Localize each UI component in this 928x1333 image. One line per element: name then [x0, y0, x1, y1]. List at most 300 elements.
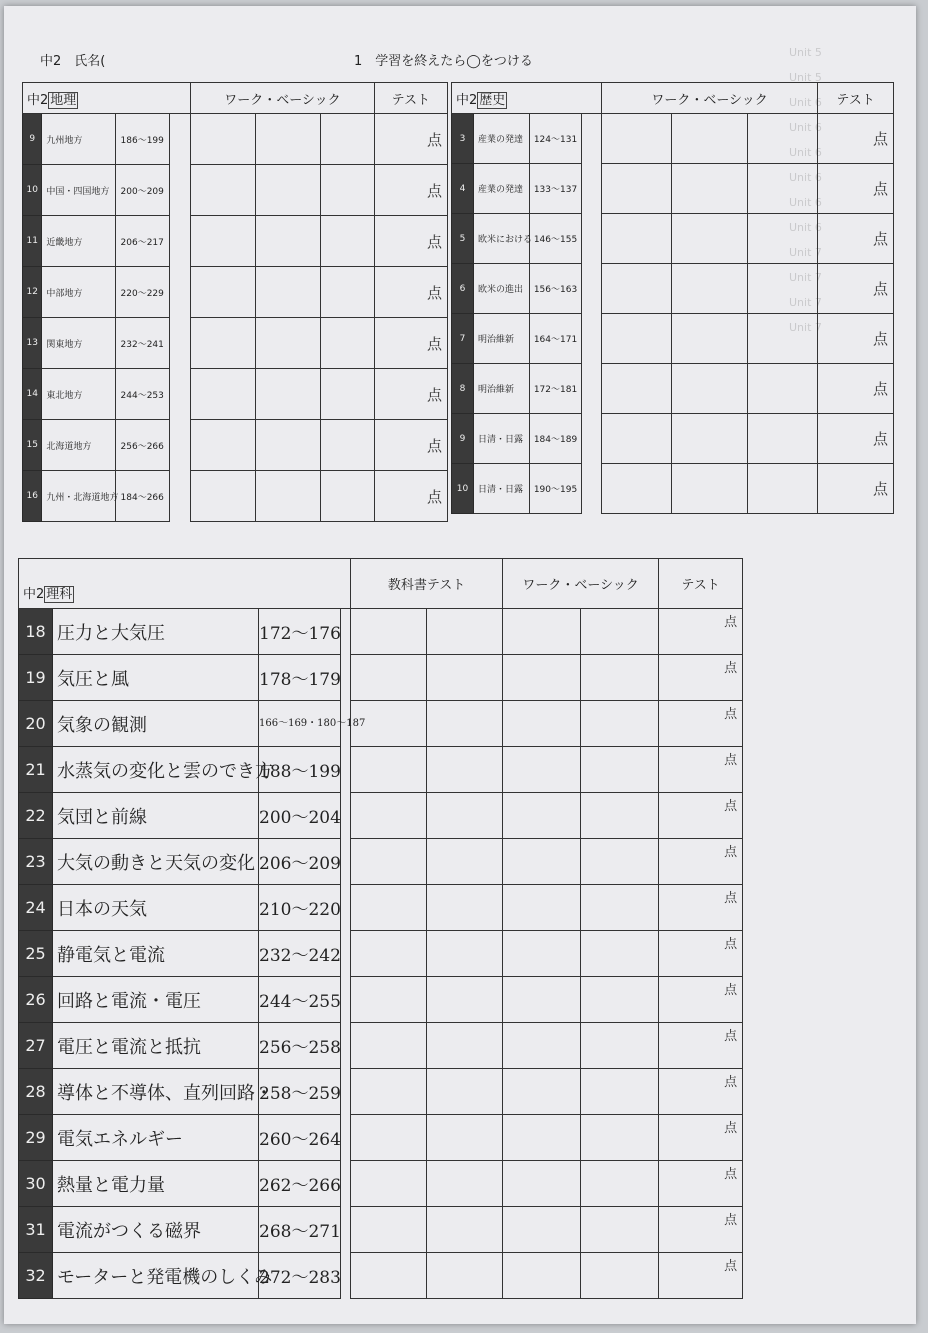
checkbox-cell[interactable]	[581, 609, 659, 655]
checkbox-cell[interactable]	[351, 609, 427, 655]
unit-number: 25	[19, 931, 53, 977]
gap-cell	[341, 1069, 351, 1115]
score-cell[interactable]: 点	[818, 464, 894, 514]
table-row	[23, 267, 448, 318]
table-row	[19, 839, 743, 885]
gap-cell	[341, 655, 351, 701]
page-range: 133～137	[530, 164, 582, 214]
page-range: 186～199	[115, 114, 169, 165]
checkbox-cell[interactable]	[503, 977, 581, 1023]
score-cell[interactable]: 点	[659, 747, 743, 793]
unit-name: 近畿地方	[42, 216, 115, 267]
unit-number: 28	[19, 1069, 53, 1115]
gap-cell	[341, 839, 351, 885]
checkbox-cell[interactable]	[581, 1253, 659, 1299]
gap-cell	[341, 1115, 351, 1161]
checkbox-cell[interactable]	[427, 885, 503, 931]
page-range: 178～179	[259, 655, 341, 701]
table-row	[452, 414, 894, 464]
table-row	[19, 793, 743, 839]
unit-name: 気圧と風	[53, 655, 259, 701]
table-row	[19, 885, 743, 931]
unit-number: 16	[23, 471, 42, 522]
work-basic-header: ワーク・ベーシック	[503, 559, 659, 609]
unit-name: 中部地方	[42, 267, 115, 318]
checkbox-cell[interactable]	[427, 931, 503, 977]
checkbox-cell[interactable]	[320, 114, 374, 165]
page-range: 232～242	[259, 931, 341, 977]
unit-name: 日清・日露	[474, 464, 530, 514]
gap-cell	[169, 165, 191, 216]
page-range: 272～283	[259, 1253, 341, 1299]
unit-name: モーターと発電機のしくみ	[53, 1253, 259, 1299]
checkbox-cell[interactable]	[255, 216, 320, 267]
score-cell[interactable]: 点	[818, 314, 894, 364]
table-row	[23, 420, 448, 471]
checkbox-cell[interactable]	[672, 214, 748, 264]
score-cell[interactable]: 点	[659, 1253, 743, 1299]
checkbox-cell[interactable]	[748, 214, 818, 264]
science-table	[18, 558, 743, 1299]
score-cell[interactable]: 点	[659, 977, 743, 1023]
checkbox-cell[interactable]	[351, 1161, 427, 1207]
unit-number: 22	[19, 793, 53, 839]
checkbox-cell[interactable]	[672, 314, 748, 364]
checkbox-cell[interactable]	[427, 1207, 503, 1253]
checkbox-cell[interactable]	[351, 747, 427, 793]
score-cell[interactable]: 点	[374, 420, 447, 471]
table-row	[452, 314, 894, 364]
score-cell[interactable]: 点	[659, 1023, 743, 1069]
checkbox-cell[interactable]	[255, 471, 320, 522]
checkbox-cell[interactable]	[748, 164, 818, 214]
checkbox-cell[interactable]	[602, 214, 672, 264]
checkbox-cell[interactable]	[748, 464, 818, 514]
gap-cell	[169, 267, 191, 318]
gap-cell	[169, 318, 191, 369]
page-range: 190～195	[530, 464, 582, 514]
table-row	[19, 701, 743, 747]
gap-cell	[341, 885, 351, 931]
page-range: 244～253	[115, 369, 169, 420]
checkbox-cell[interactable]	[351, 1069, 427, 1115]
checkbox-cell[interactable]	[255, 318, 320, 369]
checkbox-cell[interactable]	[503, 655, 581, 701]
checkbox-cell[interactable]	[503, 701, 581, 747]
unit-number: 4	[452, 164, 474, 214]
science-title	[19, 559, 351, 609]
gap-cell	[341, 1023, 351, 1069]
checkbox-cell[interactable]	[351, 1207, 427, 1253]
page-range: 262～266	[259, 1161, 341, 1207]
test-header: テスト	[818, 83, 894, 114]
score-cell[interactable]: 点	[659, 609, 743, 655]
unit-name: 日清・日露	[474, 414, 530, 464]
checkbox-cell[interactable]	[191, 318, 256, 369]
checkbox-cell[interactable]	[427, 747, 503, 793]
table-row	[19, 609, 743, 655]
table-row	[23, 165, 448, 216]
checkbox-cell[interactable]	[427, 655, 503, 701]
unit-name: 明治維新	[474, 314, 530, 364]
table-row	[452, 464, 894, 514]
history-title	[452, 83, 602, 114]
unit-number: 6	[452, 264, 474, 314]
checkbox-cell[interactable]	[581, 1115, 659, 1161]
unit-name: 明治維新	[474, 364, 530, 414]
page-range: 244～255	[259, 977, 341, 1023]
checkbox-cell[interactable]	[320, 318, 374, 369]
unit-name: 水蒸気の変化と雲のでき方	[53, 747, 259, 793]
unit-number: 31	[19, 1207, 53, 1253]
checkbox-cell[interactable]	[503, 1069, 581, 1115]
table-row	[23, 471, 448, 522]
page-range: 172～176	[259, 609, 341, 655]
checkbox-cell[interactable]	[255, 267, 320, 318]
checkbox-cell[interactable]	[427, 1161, 503, 1207]
checkbox-cell[interactable]	[602, 264, 672, 314]
checkbox-cell[interactable]	[748, 414, 818, 464]
checkbox-cell[interactable]	[503, 1161, 581, 1207]
score-cell[interactable]: 点	[659, 1207, 743, 1253]
score-cell[interactable]: 点	[374, 114, 447, 165]
checkbox-cell[interactable]	[503, 747, 581, 793]
gap-cell	[341, 793, 351, 839]
score-cell[interactable]: 点	[818, 114, 894, 164]
subject-label: 理科	[46, 587, 73, 602]
table-row	[19, 1253, 743, 1299]
score-cell[interactable]: 点	[818, 264, 894, 314]
unit-name: 欧米における	[474, 214, 530, 264]
gap-cell	[582, 164, 602, 214]
unit-number: 30	[19, 1161, 53, 1207]
name-label: 中2 氏名(	[40, 54, 106, 69]
unit-number: 5	[452, 214, 474, 264]
checkbox-cell[interactable]	[581, 931, 659, 977]
checkbox-cell[interactable]	[191, 267, 256, 318]
subject-label: 地理	[50, 92, 77, 108]
unit-number: 10	[23, 165, 42, 216]
gap-cell	[341, 1207, 351, 1253]
unit-name: 関東地方	[42, 318, 115, 369]
checkbox-cell[interactable]	[581, 1207, 659, 1253]
checkbox-cell[interactable]	[602, 414, 672, 464]
checkbox-cell[interactable]	[351, 793, 427, 839]
gap-cell	[341, 1161, 351, 1207]
geography-title	[23, 83, 191, 114]
checkbox-cell[interactable]	[503, 1023, 581, 1069]
unit-number: 10	[452, 464, 474, 514]
checkbox-cell[interactable]	[503, 931, 581, 977]
unit-number: 18	[19, 609, 53, 655]
score-cell[interactable]: 点	[659, 839, 743, 885]
gap-cell	[341, 1253, 351, 1299]
checkbox-cell[interactable]	[427, 793, 503, 839]
page-range: 232～241	[115, 318, 169, 369]
checkbox-cell[interactable]	[320, 267, 374, 318]
unit-number: 23	[19, 839, 53, 885]
unit-name: 電流がつくる磁界	[53, 1207, 259, 1253]
unit-name: 日本の天気	[53, 885, 259, 931]
unit-number: 13	[23, 318, 42, 369]
unit-name: 産業の発達	[474, 114, 530, 164]
checkbox-cell[interactable]	[427, 701, 503, 747]
checkbox-cell[interactable]	[581, 977, 659, 1023]
checkbox-cell[interactable]	[503, 1253, 581, 1299]
unit-name: 産業の発達	[474, 164, 530, 214]
checkbox-cell[interactable]	[602, 314, 672, 364]
checkbox-cell[interactable]	[602, 114, 672, 164]
unit-number: 3	[452, 114, 474, 164]
score-cell[interactable]: 点	[659, 701, 743, 747]
gap-cell	[582, 464, 602, 514]
checkbox-cell[interactable]	[191, 216, 256, 267]
unit-name: 静電気と電流	[53, 931, 259, 977]
score-cell[interactable]: 点	[818, 414, 894, 464]
checkbox-cell[interactable]	[602, 464, 672, 514]
checkbox-cell[interactable]	[672, 364, 748, 414]
unit-name: 欧米の進出	[474, 264, 530, 314]
unit-number: 11	[23, 216, 42, 267]
checkbox-cell[interactable]	[581, 839, 659, 885]
table-row	[19, 1069, 743, 1115]
checkbox-cell[interactable]	[581, 1161, 659, 1207]
checkbox-cell[interactable]	[427, 1115, 503, 1161]
unit-name: 気象の観測	[53, 701, 259, 747]
page-range: 256～266	[115, 420, 169, 471]
history-table	[451, 82, 894, 514]
unit-number: 15	[23, 420, 42, 471]
checkbox-cell[interactable]	[672, 264, 748, 314]
table-row	[19, 747, 743, 793]
unit-number: 32	[19, 1253, 53, 1299]
score-cell[interactable]: 点	[659, 931, 743, 977]
page-range: 156～163	[530, 264, 582, 314]
checkbox-cell[interactable]	[581, 655, 659, 701]
unit-name: 九州・北海道地方	[42, 471, 115, 522]
gap-cell	[582, 264, 602, 314]
unit-name: 導体と不導体、直列回路・	[53, 1069, 259, 1115]
table-row	[452, 214, 894, 264]
checkbox-cell[interactable]	[581, 1069, 659, 1115]
gap-cell	[341, 977, 351, 1023]
page-range: 206～209	[259, 839, 341, 885]
checkbox-cell[interactable]	[427, 839, 503, 885]
page-range: 172～181	[530, 364, 582, 414]
checkbox-cell[interactable]	[503, 839, 581, 885]
gap-cell	[169, 216, 191, 267]
score-cell[interactable]: 点	[818, 164, 894, 214]
checkbox-cell[interactable]	[602, 164, 672, 214]
checkbox-cell[interactable]	[191, 471, 256, 522]
checkbox-cell[interactable]	[748, 364, 818, 414]
work-basic-header: ワーク・ベーシック	[191, 83, 374, 114]
gap-cell	[341, 747, 351, 793]
checkbox-cell[interactable]	[427, 1069, 503, 1115]
score-cell[interactable]: 点	[374, 471, 447, 522]
unit-number: 7	[452, 314, 474, 364]
table-row	[452, 164, 894, 214]
unit-number: 24	[19, 885, 53, 931]
page-range: 220～229	[115, 267, 169, 318]
checkbox-cell[interactable]	[581, 701, 659, 747]
page-range: 124～131	[530, 114, 582, 164]
work-basic-header: ワーク・ベーシック	[602, 83, 818, 114]
score-cell[interactable]: 点	[659, 1161, 743, 1207]
unit-name: 電圧と電流と抵抗	[53, 1023, 259, 1069]
page-range: 184～189	[530, 414, 582, 464]
table-row	[452, 264, 894, 314]
table-row	[23, 216, 448, 267]
geography-table	[22, 82, 448, 522]
score-cell[interactable]: 点	[818, 364, 894, 414]
unit-name: 大気の動きと天気の変化	[53, 839, 259, 885]
checkbox-cell[interactable]	[748, 314, 818, 364]
table-row	[452, 364, 894, 414]
unit-name: 北海道地方	[42, 420, 115, 471]
checkbox-cell[interactable]	[351, 1115, 427, 1161]
checkbox-cell[interactable]	[191, 369, 256, 420]
unit-name: 電気エネルギー	[53, 1115, 259, 1161]
checkbox-cell[interactable]	[255, 165, 320, 216]
checkbox-cell[interactable]	[320, 420, 374, 471]
unit-name: 熱量と電力量	[53, 1161, 259, 1207]
table-row	[23, 114, 448, 165]
table-row	[23, 318, 448, 369]
unit-number: 27	[19, 1023, 53, 1069]
page-range: 258～259	[259, 1069, 341, 1115]
checkbox-cell[interactable]	[503, 609, 581, 655]
checkbox-cell[interactable]	[427, 1023, 503, 1069]
score-cell[interactable]: 点	[374, 165, 447, 216]
checkbox-cell[interactable]	[255, 420, 320, 471]
page-range: 256～258	[259, 1023, 341, 1069]
subject-label: 歴史	[479, 92, 506, 108]
checkbox-cell[interactable]	[602, 364, 672, 414]
checkbox-cell[interactable]	[672, 414, 748, 464]
instruction-text: 1 学習を終えたら◯をつける	[354, 54, 533, 69]
unit-number: 9	[23, 114, 42, 165]
checkbox-cell[interactable]	[351, 977, 427, 1023]
unit-number: 12	[23, 267, 42, 318]
grade-label: 中2	[27, 92, 49, 108]
checkbox-cell[interactable]	[351, 655, 427, 701]
gap-cell	[582, 214, 602, 264]
score-cell[interactable]: 点	[659, 1115, 743, 1161]
test-header: テスト	[659, 559, 743, 609]
score-cell[interactable]: 点	[374, 216, 447, 267]
unit-number: 26	[19, 977, 53, 1023]
gap-cell	[582, 114, 602, 164]
score-cell[interactable]: 点	[659, 655, 743, 701]
gap-cell	[341, 609, 351, 655]
checkbox-cell[interactable]	[427, 977, 503, 1023]
checkbox-cell[interactable]	[351, 885, 427, 931]
page-range: 164～171	[530, 314, 582, 364]
table-row	[19, 977, 743, 1023]
checkbox-cell[interactable]	[581, 1023, 659, 1069]
checkbox-cell[interactable]	[748, 114, 818, 164]
page-range: 200～209	[115, 165, 169, 216]
score-cell[interactable]: 点	[374, 318, 447, 369]
gap-cell	[341, 931, 351, 977]
score-cell[interactable]: 点	[374, 369, 447, 420]
table-row	[452, 114, 894, 164]
checkbox-cell[interactable]	[581, 793, 659, 839]
table-row	[19, 1161, 743, 1207]
test-header: テスト	[374, 83, 447, 114]
table-row	[19, 1023, 743, 1069]
checkbox-cell[interactable]	[255, 114, 320, 165]
checkbox-cell[interactable]	[503, 793, 581, 839]
gap-cell	[582, 314, 602, 364]
unit-name: 気団と前線	[53, 793, 259, 839]
gap-cell	[582, 364, 602, 414]
score-cell[interactable]: 点	[659, 885, 743, 931]
unit-name: 回路と電流・電圧	[53, 977, 259, 1023]
table-row	[19, 1207, 743, 1253]
unit-name: 東北地方	[42, 369, 115, 420]
checkbox-cell[interactable]	[427, 609, 503, 655]
checkbox-cell[interactable]	[191, 420, 256, 471]
checkbox-cell[interactable]	[351, 1253, 427, 1299]
grade-label: 中2	[23, 587, 45, 602]
checkbox-cell[interactable]	[672, 464, 748, 514]
checkbox-cell[interactable]	[503, 1207, 581, 1253]
table-row	[19, 655, 743, 701]
checkbox-cell[interactable]	[581, 885, 659, 931]
checkbox-cell[interactable]	[581, 747, 659, 793]
gap-cell	[582, 414, 602, 464]
score-cell[interactable]: 点	[659, 1069, 743, 1115]
checkbox-cell[interactable]	[503, 885, 581, 931]
checkbox-cell[interactable]	[191, 114, 256, 165]
checkbox-cell[interactable]	[351, 1023, 427, 1069]
gap-cell	[169, 420, 191, 471]
checkbox-cell[interactable]	[351, 931, 427, 977]
checkbox-cell[interactable]	[191, 165, 256, 216]
table-row	[19, 931, 743, 977]
checkbox-cell[interactable]	[320, 216, 374, 267]
unit-number: 21	[19, 747, 53, 793]
checkbox-cell[interactable]	[351, 839, 427, 885]
worksheet-page	[4, 6, 916, 1324]
checkbox-cell[interactable]	[672, 114, 748, 164]
table-row	[19, 1115, 743, 1161]
gap-cell	[169, 369, 191, 420]
score-cell[interactable]: 点	[659, 793, 743, 839]
unit-number: 14	[23, 369, 42, 420]
checkbox-cell[interactable]	[320, 165, 374, 216]
checkbox-cell[interactable]	[748, 264, 818, 314]
unit-number: 19	[19, 655, 53, 701]
checkbox-cell[interactable]	[427, 1253, 503, 1299]
score-cell[interactable]: 点	[818, 214, 894, 264]
unit-name: 九州地方	[42, 114, 115, 165]
page-range: 210～220	[259, 885, 341, 931]
gap-cell	[169, 114, 191, 165]
gap-cell	[169, 471, 191, 522]
score-cell[interactable]: 点	[374, 267, 447, 318]
textbook-test-header: 教科書テスト	[351, 559, 503, 609]
page-range: 184～266	[115, 471, 169, 522]
checkbox-cell[interactable]	[320, 471, 374, 522]
checkbox-cell[interactable]	[320, 369, 374, 420]
checkbox-cell[interactable]	[672, 164, 748, 214]
checkbox-cell[interactable]	[503, 1115, 581, 1161]
checkbox-cell[interactable]	[255, 369, 320, 420]
unit-number: 8	[452, 364, 474, 414]
